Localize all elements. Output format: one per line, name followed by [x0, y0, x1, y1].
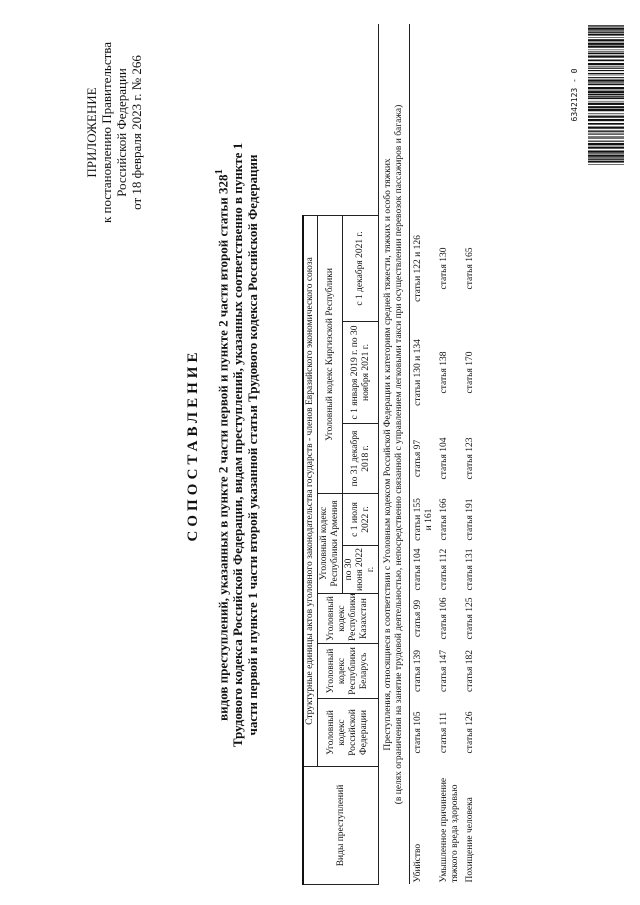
table-header-row [303, 24, 318, 884]
cell-am-1: статья 104 [413, 548, 423, 591]
cell-rf: статья 111 [439, 711, 449, 754]
cell-by: статья 182 [465, 650, 475, 692]
cell-kg-1: статья 97 [413, 439, 423, 478]
appendix-line: Российской Федерации [114, 68, 129, 197]
cell-kg-3: статьи 122 и 126 [413, 235, 423, 302]
header-kg-period-1: по 31 декабря 2018 г. [343, 424, 379, 494]
header-am-code: Уголовный кодекс Республики Армения [318, 494, 343, 594]
header-structural-units: Структурные единицы актов уголовного законодательства государств - членов Евразийского экономического союза [303, 215, 318, 766]
document-title: СОПОСТАВЛЕНИЕ [185, 348, 201, 542]
cell-kg-2: статья 170 [465, 351, 475, 394]
section-note: (в целях ограничения на занятие трудовой деятельностью, непосредственно связанной с управлением легковыми такси при осуществлении перевозок пассажиров и багажа) [394, 104, 404, 805]
subtitle-line-2: Трудового кодекса Российской Федерации, видам преступлений, указанных соответственно в пункте 1 [230, 142, 246, 748]
cell-by: статья 139 [413, 650, 423, 692]
crime-name: Похищение человека [465, 797, 475, 883]
cell-by: статья 147 [439, 650, 449, 692]
crime-name: Умышленное причинение тяжкого вреда здоровью [439, 777, 460, 883]
comparison-table [302, 24, 477, 885]
header-crime-types: Виды преступлений [303, 767, 379, 885]
cell-kg-1: статья 123 [465, 437, 475, 480]
appendix-label: ПРИЛОЖЕНИЕ [84, 87, 99, 178]
header-kg-code: Уголовный кодекс Киргизской Республики [318, 215, 343, 493]
header-am-period-1: по 30 июня 2022 г. [343, 546, 379, 594]
header-kg-period-3: с 1 декабря 2021 г. [343, 215, 379, 321]
cell-kz: статья 99 [413, 599, 423, 638]
cell-kg-3: статья 130 [439, 247, 449, 290]
table-row [462, 24, 477, 884]
cell-kz: статья 106 [439, 597, 449, 640]
cell-kg-2: статья 138 [439, 351, 449, 394]
header-rf-code: Уголовный кодекс Российской Федерации [318, 699, 379, 767]
cell-kz: статья 125 [465, 597, 475, 640]
appendix-date: от 18 февраля 2023 г. № 266 [129, 55, 144, 210]
cell-kg-3: статья 165 [465, 247, 475, 290]
header-kz-code: Уголовный кодекс Республики Казахстан [318, 594, 379, 644]
section-heading [379, 24, 410, 884]
cell-rf: статья 126 [465, 711, 475, 754]
cell-am-2: статьи 155 и 161 [413, 498, 434, 541]
header-am-period-2: с 1 июля 2022 г. [343, 494, 379, 546]
table-row [436, 24, 462, 884]
subtitle-line-1: видов преступлений, указанных в пункте 2 части первой и пункте 2 части второй статьи 328 [215, 174, 231, 721]
table-row [410, 24, 437, 884]
cell-am-1: статья 131 [465, 548, 475, 591]
header-by-code: Уголовный кодекс Республики Беларусь [318, 644, 379, 699]
cell-kg-1: статья 104 [439, 437, 449, 480]
cell-kg-2: статьи 130 и 134 [413, 339, 423, 406]
cell-am-2: статья 166 [439, 498, 449, 541]
cell-rf: статья 105 [413, 711, 423, 754]
cell-am-2: статья 191 [465, 498, 475, 541]
subtitle-line-3: части первой и пункте 1 части второй указанной статьи Трудового кодекса Российской Федерации [245, 154, 261, 736]
barcode-number: 6342123 - 0 [570, 68, 579, 122]
section-title: Преступления, относящиеся в соответствии с Уголовным кодексом Российской Федерации к категориям средней тяжести, тяжких и особо тяжких [383, 158, 393, 751]
crime-name: Убийство [413, 843, 423, 883]
document-subtitle [212, 140, 260, 750]
cell-am-1: статья 112 [439, 548, 449, 591]
table-section-row [379, 24, 410, 884]
header-kg-period-2: с 1 января 2019 г. по 30 ноября 2021 г. [343, 322, 379, 424]
appendix-block [84, 25, 144, 240]
subtitle-superscript: 1 [213, 169, 225, 175]
barcode-icon [588, 25, 624, 165]
appendix-line: к постановлению Правительства [99, 41, 114, 224]
